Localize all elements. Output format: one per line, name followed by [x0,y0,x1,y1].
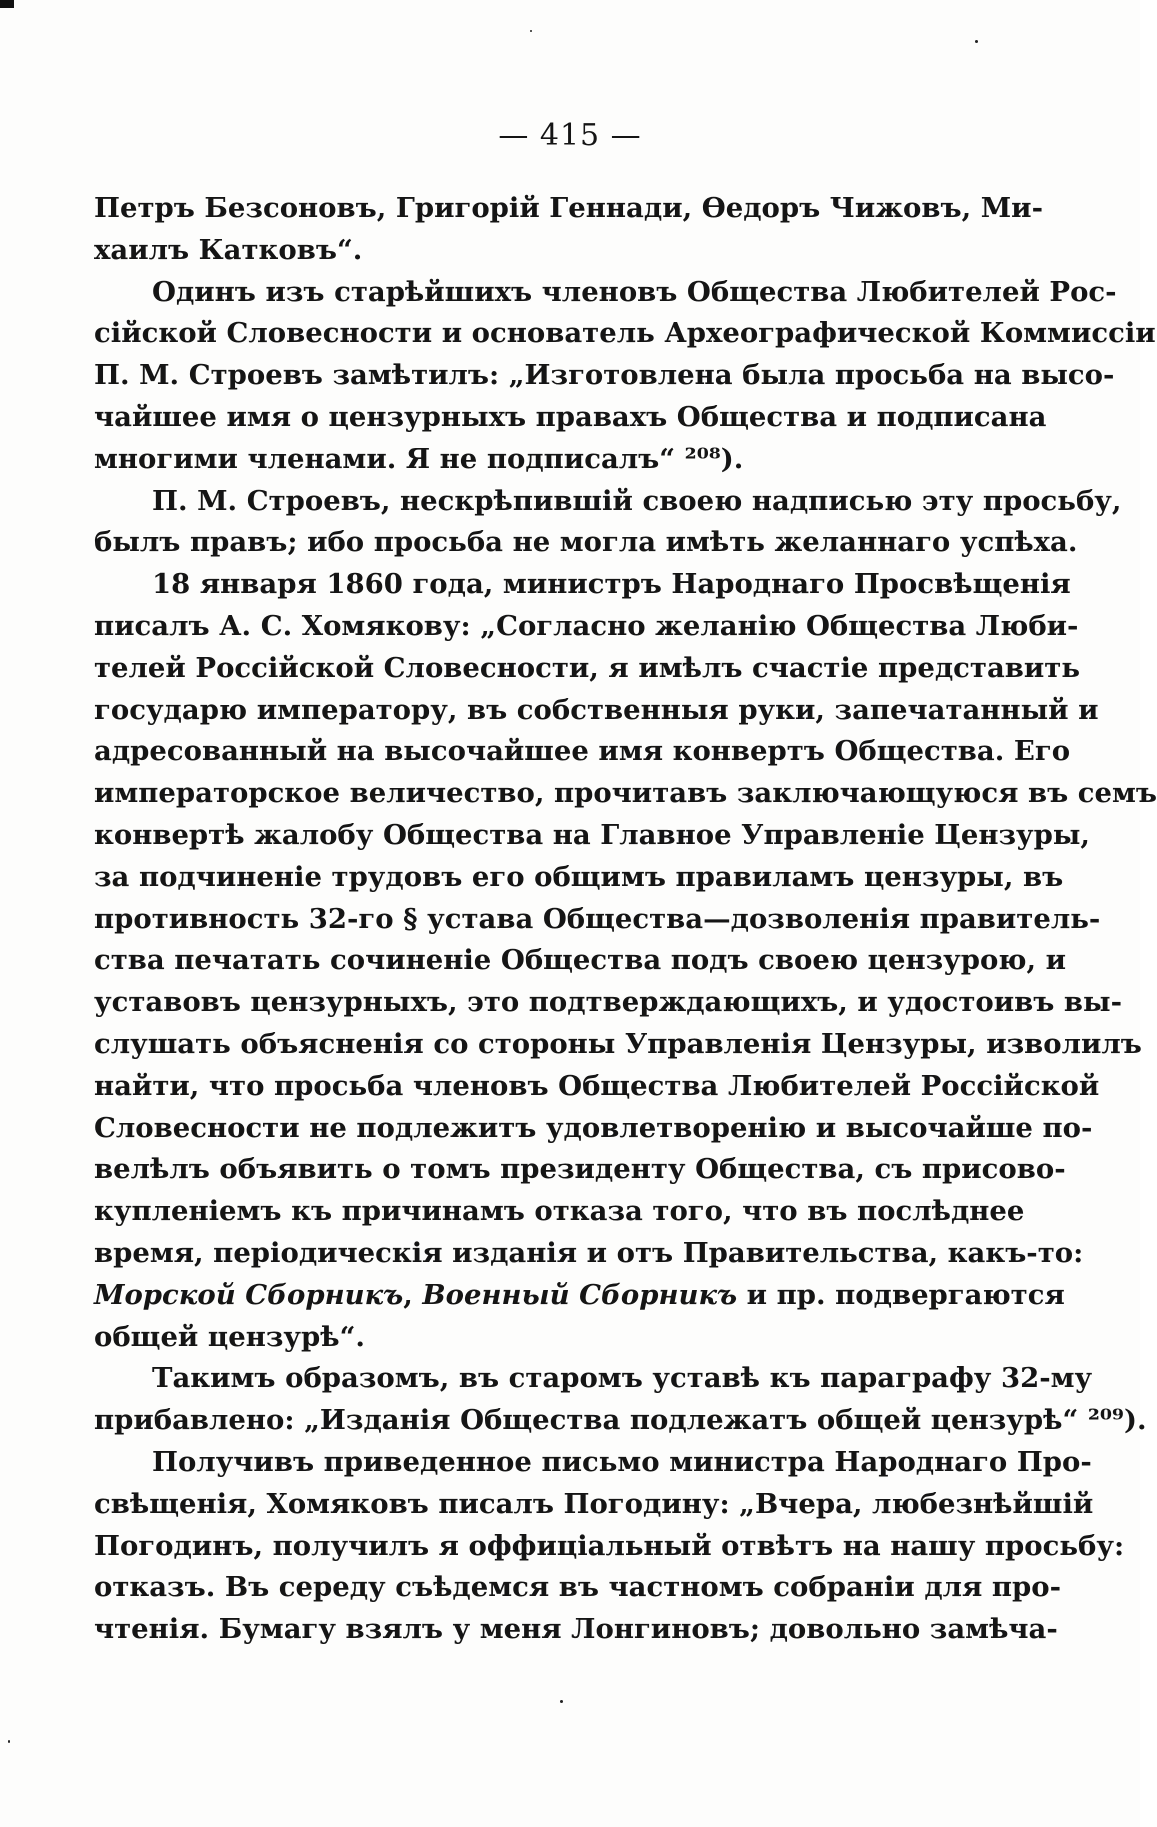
text-line: Такимъ образомъ, въ старомъ уставѣ къ параграфу 32-му [152,1362,1093,1395]
text-line: Петръ Безсоновъ, Григорій Геннади, Ѳедоръ Чижовъ, Ми- [94,192,1043,224]
text-line: прибавлено: „Изданія Общества подлежатъ общей цензурѣ“ ²⁰⁹). [94,1404,1147,1437]
scan-corner-mark [0,0,14,8]
body-text [94,188,1157,1651]
scan-speck [560,1700,563,1703]
text-line: противность 32-го § устава Общества—дозволенія правитель- [94,902,1101,935]
text-line: П. М. Строевъ замѣтилъ: „Изготовлена была просьба на высо- [94,359,1115,392]
text-line-italic-titles: Морской Сборникъ, Военный Сборникъ и пр. подвергаются [94,1278,1065,1311]
text-line: писалъ А. С. Хомякову: „Согласно желанію Общества Люби- [94,609,1079,642]
text-line: телей Россійской Словесности, я имѣлъ счастіе представить [94,651,1080,684]
text-line: П. М. Строевъ, нескрѣпившій своею надписью эту просьбу, [152,484,1122,517]
text-line: отказъ. Въ середу съѣдемся въ частномъ собраніи для про- [94,1571,1062,1604]
page-number: — 415 — [498,118,642,153]
text-line: сійской Словесности и основатель Археографической Коммиссіи [94,317,1156,350]
text-line: слушать объясненія со стороны Управленія Цензуры, изволилъ [94,1027,1142,1060]
text-line: уставовъ цензурныхъ, это подтверждающихъ, и удостоивъ вы- [94,986,1123,1019]
text-line: ства печатать сочиненіе Общества подъ своею цензурою, и [94,944,1067,977]
text-line: найти, что просьба членовъ Общества Любителей Россійской [94,1069,1100,1102]
scan-speck [975,40,978,43]
text-line: 18 января 1860 года, министръ Народнаго Просвѣщенія [152,568,1071,601]
italic-title-2: Военный Сборникъ [422,1278,738,1311]
text-line: чтенія. Бумагу взялъ у меня Лонгиновъ; довольно замѣча- [94,1613,1058,1646]
text-line: Словесности не подлежитъ удовлетворенію и высочайше по- [94,1111,1093,1144]
text-line: время, періодическія изданія и отъ Правительства, какъ-то: [94,1236,1084,1269]
text-line: за подчиненіе трудовъ его общимъ правиламъ цензуры, въ [94,860,1064,893]
text-line: Одинъ изъ старѣйшихъ членовъ Общества Любителей Рос- [152,275,1117,308]
scan-speck [530,30,532,32]
text-line: купленіемъ къ причинамъ отказа того, что въ послѣднее [94,1195,1025,1228]
text-line: общей цензурѣ“. [94,1320,365,1353]
text-line: императорское величество, прочитавъ заключающуюся въ семъ [94,777,1157,810]
text-line: свѣщенія, Хомяковъ писалъ Погодину: „Вчера, любезнѣйшій [94,1487,1094,1520]
text-line: велѣлъ объявить о томъ президенту Общества, съ присово- [94,1153,1066,1186]
text-line: Погодинъ, получилъ я оффиціальный отвѣтъ на нашу просьбу: [94,1529,1125,1562]
text-line: былъ правъ; ибо просьба не могла имѣть желаннаго успѣха. [94,526,1078,559]
text-line: чайшее имя о цензурныхъ правахъ Общества и подписана [94,400,1047,433]
text-line: Получивъ приведенное письмо министра Народнаго Про- [152,1445,1092,1478]
text-line: адресованный на высочайшее имя конвертъ Общества. Его [94,735,1071,768]
text-line: государю императору, въ собственныя руки, запечатанный и [94,693,1099,726]
text-line: многими членами. Я не подписалъ“ ²⁰⁸). [94,442,744,475]
scan-speck [8,1740,10,1743]
italic-title-1: Морской Сборникъ [94,1278,404,1311]
text-line: конвертѣ жалобу Общества на Главное Управленіе Цензуры, [94,818,1091,851]
text-line: хаилъ Катковъ“. [94,233,363,266]
